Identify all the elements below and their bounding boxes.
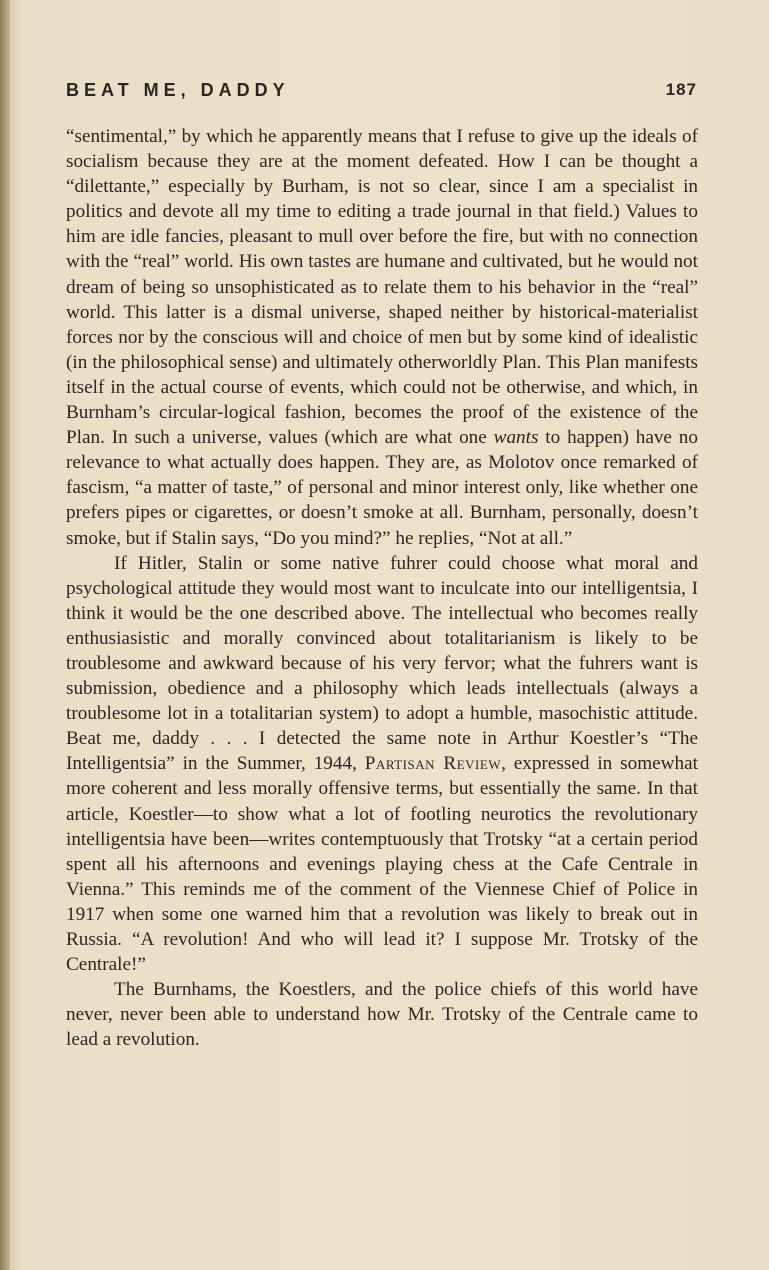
paragraph [66, 977, 698, 1052]
paragraph [66, 124, 698, 551]
paragraph [66, 551, 698, 978]
page-gutter-shadow [0, 0, 10, 1270]
running-head: BEAT ME, DADDY [66, 80, 290, 100]
text-run: , expressed in somewhat more coherent and less morally offensive terms, but essentially the same. In that article, Koestler—to show what a lot of footling neurotics the revolutionary intelligentsia have been—writes contemptuously that Trotsky “at a certain period spent all his afternoons and evenings playing chess at the Cafe Centrale in Vienna.” This reminds me of the comment of the Viennese Chief of Police in 1917 when some one warned him that a revolution was likely to break out in Russia. “A revolution! And who will lead it? I suppose Mr. Trotsky of the Centrale!” [66, 753, 698, 976]
body-text [66, 124, 698, 1052]
text-run: The Burnhams, the Koestlers, and the police chiefs of this world have never, never been able to understand how Mr. Trotsky of the Centrale came to lead a revolution. [66, 979, 698, 1051]
page-header [66, 80, 697, 106]
text-run: If Hitler, Stalin or some native fuhrer could choose what moral and psychological attitude they would most want to inculcate into our intelligentsia, I think it would be the one described above. The intellectual who becomes really enthusiasistic and morally convinced about totalitarianism is likely to be troublesome and awkward because of his very fervor; what the fuhrers want is submission, obedience and a philosophy which leads intellectuals (always a troublesome lot in a totalitarian system) to adopt a humble, masochistic attitude. Beat me, daddy . . . I detected the same note in Arthur Koestler’s “The Intelligentsia” in the Summer, 1944, [66, 552, 698, 775]
journal-title: Partisan Review [364, 753, 502, 775]
page-number: 187 [665, 80, 697, 99]
text-run: to happen) have no relevance to what actually does happen. They are, as Molotov once remarked of fascism, “a matter of taste,” of personal and minor interest only, like whether one prefers pipes or cigarettes, or doesn’t smoke at all. Burnham, personally, doesn’t smoke, but if Stalin says, “Do you mind?” he replies, “Not at all.” [66, 427, 698, 549]
text-run: “sentimental,” by which he apparently means that I refuse to give up the ideals of socialism because they are at the moment defeated. How I can be thought a “dilettante,” especially by Burham, is not so clear, since I am a specialist in politics and devote all my time to editing a trade journal in that field.) Values to him are idle fancies, pleasant to mull over before the fire, but with no connection with the “real” world. His own tastes are humane and cultivated, but he would not dream of being so unsophisticated as to relate them to his behavior in the “real” world. This latter is a dismal universe, shaped neither by historical-materialist forces nor by the conscious will and choice of men but by some kind of idealistic (in the philosophical sense) and ultimately otherworldly Plan. This Plan manifests itself in the actual course of events, which could not be otherwise, and which, in Burnham’s circular-logical fashion, becomes the proof of the existence of the Plan. In such a universe, values (which are what one [66, 126, 698, 449]
italic-text: wants [493, 427, 539, 449]
